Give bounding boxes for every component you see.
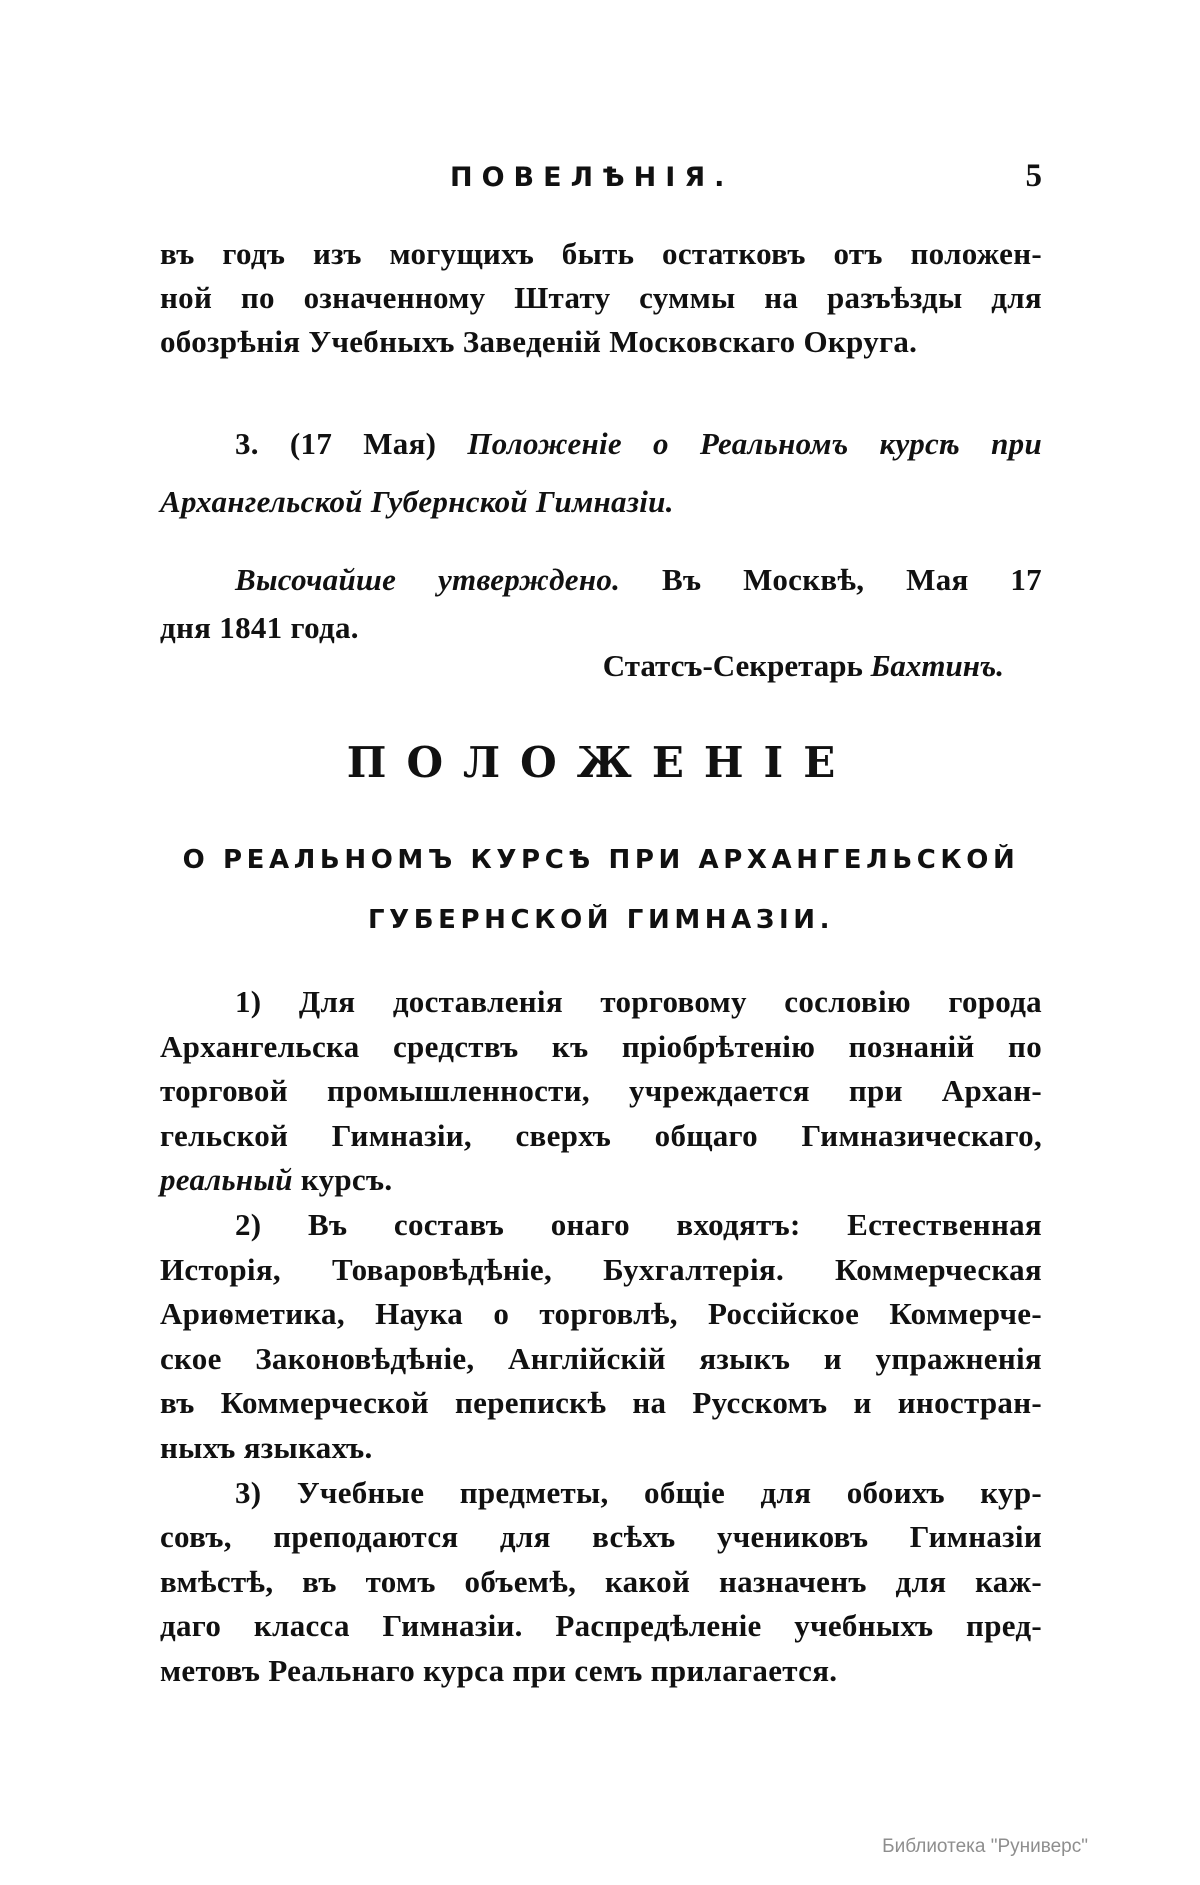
text-line: вмѣстѣ, въ томъ объемѣ, какой назначенъ для каж- (160, 1563, 1042, 1599)
text-line: Исторія, Товаровѣдѣніе, Бухгалтерія. Коммерческая (160, 1251, 1042, 1287)
approval-italic: Высочайше утверждено. (235, 562, 621, 597)
text-line: ныхъ языкахъ. (160, 1429, 373, 1465)
text-line: въ годъ изъ могущихъ быть остатковъ отъ положен- (160, 236, 1042, 271)
paragraph-1 (160, 980, 1042, 1203)
signature (603, 648, 1004, 684)
text-line: 2) Въ составъ онаго входятъ: Естественная (235, 1206, 1042, 1242)
text-line: Ариѳметика, Наука о торговлѣ, Россійское Коммерче- (160, 1296, 1042, 1332)
text-line: ной по означенному Штату суммы на разъѣзды для (160, 280, 1042, 315)
paragraph-2 (160, 1203, 1042, 1471)
text-fragment: курсъ. (300, 1162, 393, 1198)
text-line: ское Законовѣдѣніе, Англійскій языкъ и упражненія (160, 1340, 1042, 1376)
document-title: ПОЛОЖЕНІЕ (346, 738, 856, 787)
text-line: даго класса Гимназіи. Распредѣленіе учебныхъ пред- (160, 1608, 1042, 1644)
subtitle-line: О РЕАЛЬНОМЪ КУРСѢ ПРИ АРХАНГЕЛЬСКОЙ (182, 845, 1020, 875)
text-line: 1) Для доставленія торговому сословію города (235, 984, 1042, 1019)
item-title-part: Архангельской Губернской Гимназіи. (160, 484, 674, 519)
library-watermark: Библиотека "Руниверс" (882, 1836, 1088, 1857)
page-number: 5 (1025, 158, 1042, 194)
item-3-heading (160, 415, 1042, 531)
approval-note (160, 556, 1042, 652)
item-3-line (160, 473, 1042, 531)
document-subtitle (160, 830, 1042, 950)
italic-term: реальный (160, 1162, 293, 1198)
item-3-line (160, 415, 1042, 473)
text-line: въ Коммерческой перепискѣ на Русскомъ и иностран- (160, 1385, 1042, 1421)
text-line (160, 1158, 1042, 1203)
text-line: совъ, преподаются для всѣхъ учениковъ Гимназіи (160, 1519, 1042, 1555)
text-line: торговой промышленности, учреждается при Архан- (160, 1073, 1042, 1109)
signature-title: Статсъ-Секретарь (602, 648, 863, 683)
item-title-part: Положеніе о Реальномъ курсѣ при (467, 426, 1042, 461)
text-line: 3) Учебные предметы, общіе для обоихъ кур- (235, 1474, 1042, 1510)
paragraph-3 (160, 1471, 1042, 1694)
text-line: Архангельска средствъ къ пріобрѣтенію познаній по (160, 1028, 1042, 1064)
approval-place-date: Въ Москвѣ, Мая 17 (662, 562, 1042, 597)
text-line: гельской Гимназіи, сверхъ общаго Гимназическаго, (160, 1117, 1042, 1153)
approval-line (160, 556, 1042, 604)
text-line: метовъ Реальнаго курса при семъ прилагается. (160, 1652, 838, 1688)
running-header (160, 158, 1042, 202)
regulation-body (160, 980, 1042, 1694)
text-line: обозрѣнія Учебныхъ Заведеній Московскаго Округа. (160, 324, 918, 359)
approval-line: дня 1841 года. (160, 610, 359, 645)
item-number-date: 3. (17 Мая) (235, 426, 437, 461)
continuation-paragraph (160, 232, 1042, 364)
subtitle-line: ГУБЕРНСКОЙ ГИМНАЗІИ. (367, 905, 835, 935)
signature-name: Бахтинъ. (870, 648, 1004, 683)
running-title: ПОВЕЛѢНІЯ. (450, 162, 734, 193)
